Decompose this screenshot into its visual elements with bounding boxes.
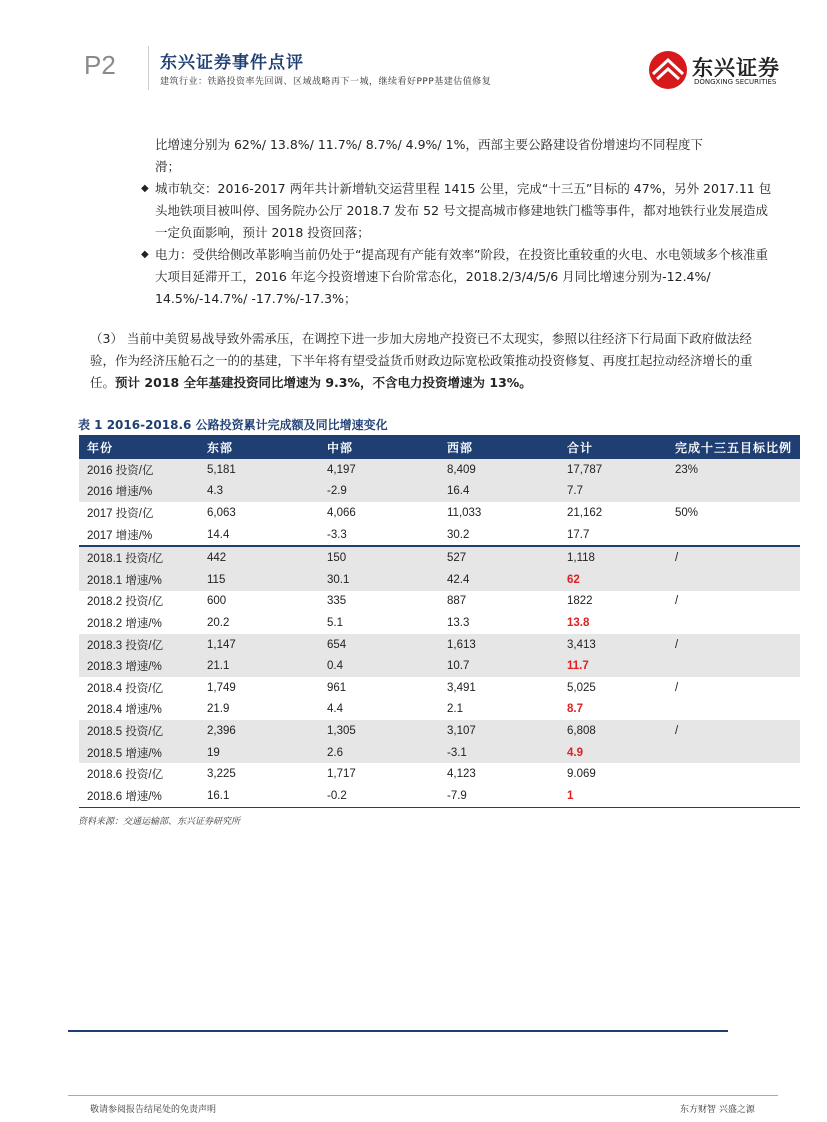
table-cell: 2018.6 增速/% xyxy=(79,785,199,807)
table-cell: 5.1 xyxy=(327,616,343,629)
table-cell: 13.3 xyxy=(447,616,470,629)
table-cell xyxy=(667,655,800,677)
table-cell: -3.1 xyxy=(439,742,559,764)
table-cell xyxy=(667,481,800,503)
table-cell: 17.7 xyxy=(567,528,590,541)
highway-investment-table xyxy=(79,435,800,808)
table-cell: 2,396 xyxy=(199,720,319,742)
table-cell: 9.069 xyxy=(567,768,596,781)
paragraph-text: （3） 当前中美贸易战导致外需承压，在调控下进一步加大房地产投资已不太现实，参照以往经济下行局面下政府做法经验，作为经济压舱石之一的的基建，下半年将有望受益货币财政边际宽松政策推动投资修复、再度扛起拉动经济增长的重任。 xyxy=(90,331,753,390)
table-cell: 2018.4 投资/亿 xyxy=(87,682,164,695)
paragraph-line: 比增速分别为 62%/ 13.8%/ 11.7%/ 8.7%/ 4.9%/ 1%，西部主要公路建设省份增速均不同程度下 xyxy=(155,137,703,152)
header-cell: 年份 xyxy=(79,435,199,459)
table-cell: 335 xyxy=(327,595,347,608)
table-cell: 150 xyxy=(319,546,439,569)
paragraph-outlook xyxy=(90,328,775,394)
table-cell: 2.1 xyxy=(447,703,463,716)
table-cell xyxy=(667,763,800,785)
table-cell: / xyxy=(667,634,800,656)
table-cell: 21.1 xyxy=(199,655,319,677)
table-cell: 2018.2 增速/% xyxy=(87,617,162,630)
table-cell: 17,787 xyxy=(559,459,667,481)
table-cell: 600 xyxy=(207,595,227,608)
report-type-title: 东兴证券事件点评 xyxy=(160,53,304,73)
bullet-item xyxy=(141,244,775,310)
table-cell: 13.8 xyxy=(567,616,590,629)
table-cell: 1 xyxy=(559,785,667,807)
table-cell: 961 xyxy=(327,681,347,694)
table-cell: 4,197 xyxy=(319,459,439,481)
table-cell: 2018.5 增速/% xyxy=(79,742,199,764)
logo-mark-icon xyxy=(648,50,688,90)
table-cell: 20.2 xyxy=(207,616,230,629)
header-divider xyxy=(148,46,149,90)
table-cell: 2.6 xyxy=(319,742,439,764)
table-cell: 1,717 xyxy=(327,768,356,781)
table-cell: 1,118 xyxy=(559,546,667,569)
table-cell: 887 xyxy=(447,595,467,608)
table-cell: 0.4 xyxy=(319,655,439,677)
table-header-row xyxy=(79,435,800,459)
table-row xyxy=(79,785,800,807)
table-row xyxy=(79,742,800,764)
table-cell: -2.9 xyxy=(319,481,439,503)
table-row xyxy=(79,612,800,634)
table-cell: 16.4 xyxy=(439,481,559,503)
paragraph-bold-forecast: 预计 2018 全年基建投资同比增速为 9.3%，不含电力投资增速为 13%。 xyxy=(115,375,532,390)
table-cell xyxy=(667,742,800,764)
paragraph-bullets xyxy=(141,134,775,310)
table-cell: 11,033 xyxy=(447,506,482,519)
table-row xyxy=(79,481,800,503)
table-cell: 1,613 xyxy=(439,634,559,656)
table-cell xyxy=(667,785,800,807)
table-row xyxy=(79,634,800,656)
table-cell: 2016 增速/% xyxy=(79,481,199,503)
bullet-text: 城市轨交：2016-2017 两年共计新增轨交运营里程 1415 公里，完成“十三五”目标的 47%，另外 2017.11 包头地铁项目被叫停、国务院办公厅 2018.7 发布 52 号文提高城市修建地铁门槛等事件，都对地铁行业发展造成一定负面影响，预计 2018 投资回落； xyxy=(155,181,772,240)
table-cell: 8,409 xyxy=(439,459,559,481)
table-cell: 5,025 xyxy=(567,681,596,694)
table-cell: 30.1 xyxy=(319,569,439,591)
footer-disclaimer: 敬请参阅报告结尾处的免责声明 xyxy=(90,1105,217,1115)
table-cell: 50% xyxy=(675,506,699,519)
table-cell: 2018.3 增速/% xyxy=(79,655,199,677)
table-cell: 2018.5 投资/亿 xyxy=(79,720,199,742)
bullet-text: 电力：受供给侧改革影响当前仍处于“提高现有产能有效率”阶段，在投资比重较重的火电、水电领域多个核准重大项目延滞开工，2016 年迄今投资增速下台阶常态化，2018.2/3/4/5/6 月同比增速分别为-12.4%/ 14.5%/-14.7%/ -17.7%/-17.3%； xyxy=(155,247,768,306)
table-cell: 2018.1 增速/% xyxy=(79,569,199,591)
table-cell: 1,147 xyxy=(199,634,319,656)
table-cell: 1,305 xyxy=(319,720,439,742)
table-cell: 23% xyxy=(667,459,800,481)
table-cell: 2017 增速/% xyxy=(87,529,153,542)
table-cell: 2018.2 投资/亿 xyxy=(87,596,164,609)
header-cell: 中部 xyxy=(319,435,439,459)
table-cell: 21.9 xyxy=(207,703,230,716)
table-cell: 2018.6 投资/亿 xyxy=(87,769,164,782)
table-row xyxy=(79,569,800,591)
table-cell: 19 xyxy=(199,742,319,764)
table-row xyxy=(79,763,800,785)
header-cell: 西部 xyxy=(439,435,559,459)
logo-subtext: DONGXING SECURITIES xyxy=(694,78,777,86)
table-cell: 14.4 xyxy=(207,528,230,541)
table-cell: 115 xyxy=(199,569,319,591)
table-row xyxy=(79,699,800,721)
page-number: P2 xyxy=(84,50,116,80)
table-row xyxy=(79,677,800,699)
table-cell: / xyxy=(675,595,679,608)
table-cell xyxy=(667,569,800,591)
bullet-item xyxy=(141,178,775,244)
table-cell: 11.7 xyxy=(559,655,667,677)
paragraph-line: 滑； xyxy=(155,159,181,174)
table-cell: / xyxy=(667,546,800,569)
header-cell: 东部 xyxy=(199,435,319,459)
table-row xyxy=(79,524,800,547)
table-cell: 2016 投资/亿 xyxy=(79,459,199,481)
header-cell: 完成十三五目标比例 xyxy=(667,435,800,459)
table-cell: 4.4 xyxy=(327,703,343,716)
table-cell xyxy=(667,524,800,547)
table-cell: 4,066 xyxy=(327,506,356,519)
table-title: 表 1 2016-2018.6 公路投资累计完成额及同比增速变化 xyxy=(78,418,388,432)
table-cell: 16.1 xyxy=(199,785,319,807)
table-row xyxy=(79,720,800,742)
table-cell: 3,225 xyxy=(207,768,236,781)
footer-divider xyxy=(68,1030,728,1032)
footer-divider-thin xyxy=(68,1095,778,1096)
table-cell: -0.2 xyxy=(319,785,439,807)
company-logo xyxy=(648,50,778,92)
table-cell: 4,123 xyxy=(447,768,476,781)
table-row xyxy=(79,655,800,677)
header-cell: 合计 xyxy=(559,435,667,459)
table-cell: 2018.4 增速/% xyxy=(87,704,162,717)
table-row xyxy=(79,459,800,481)
table-cell xyxy=(667,612,800,634)
table-cell: 1,749 xyxy=(207,681,236,694)
table-cell: 42.4 xyxy=(439,569,559,591)
table-cell: 6,063 xyxy=(207,506,236,519)
report-subtitle: 建筑行业：铁路投资率先回调、区域战略再下一城，继续看好PPP基建估值修复 xyxy=(160,77,492,87)
table-cell: -3.3 xyxy=(327,528,347,541)
table-cell: 4.9 xyxy=(559,742,667,764)
table-cell: -7.9 xyxy=(439,785,559,807)
logo-text: 东兴证券 xyxy=(692,56,780,80)
table-row xyxy=(79,502,800,524)
table-cell: 3,107 xyxy=(439,720,559,742)
table-cell: 21,162 xyxy=(567,506,603,519)
table-cell: 654 xyxy=(319,634,439,656)
table-cell: 1822 xyxy=(567,595,593,608)
table-cell: 10.7 xyxy=(439,655,559,677)
table-cell xyxy=(667,699,800,721)
table-cell: 2018.3 投资/亿 xyxy=(79,634,199,656)
table-cell: 527 xyxy=(439,546,559,569)
table-cell: 4.3 xyxy=(199,481,319,503)
table-cell: 30.2 xyxy=(447,528,470,541)
table-cell: / xyxy=(667,720,800,742)
table-cell: 5,181 xyxy=(199,459,319,481)
table-cell: 3,491 xyxy=(447,681,476,694)
table-cell: 62 xyxy=(559,569,667,591)
table-cell: 442 xyxy=(199,546,319,569)
table-source: 资料来源：交通运输部、东兴证券研究所 xyxy=(78,817,241,827)
table-cell: 2017 投资/亿 xyxy=(87,507,154,520)
diamond-bullet-icon: ◆ xyxy=(141,183,149,194)
diamond-bullet-icon: ◆ xyxy=(141,249,149,260)
table-row xyxy=(79,546,800,569)
table-cell: / xyxy=(675,681,679,694)
table-cell: 7.7 xyxy=(559,481,667,503)
table-cell: 3,413 xyxy=(559,634,667,656)
table-cell: 8.7 xyxy=(567,703,583,716)
table-cell: 2018.1 投资/亿 xyxy=(79,546,199,569)
table-row xyxy=(79,591,800,613)
footer-slogan: 东方财智 兴盛之源 xyxy=(680,1105,755,1115)
table-cell: 6,808 xyxy=(559,720,667,742)
